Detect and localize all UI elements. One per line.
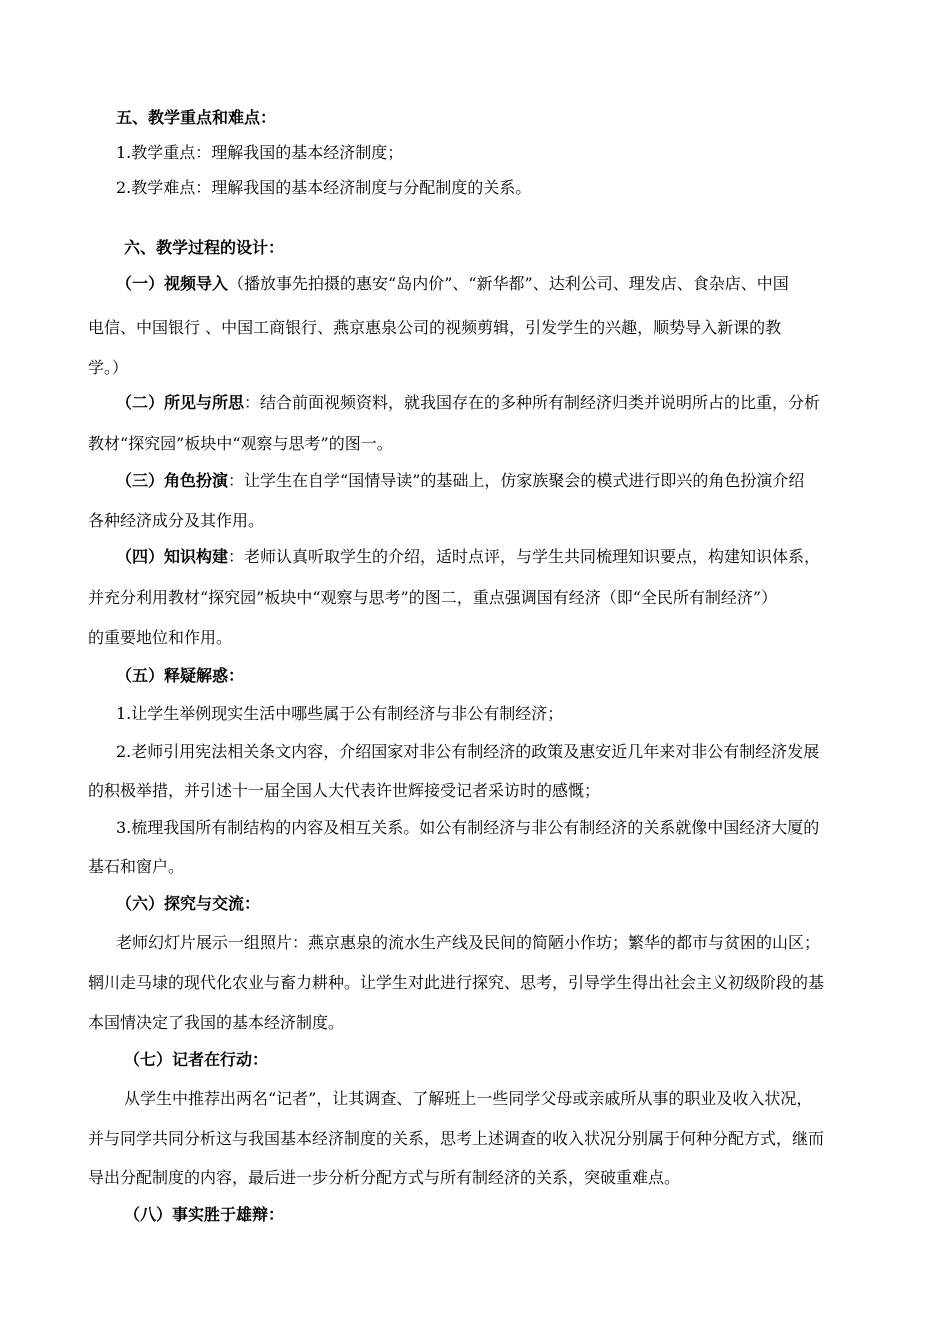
- step5-title: （五）释疑解惑：: [116, 666, 245, 685]
- step2-title: （二）所见与所思: [116, 393, 245, 412]
- step1-text: （播放事先拍摄的惠安“岛内价”、“新华都”、达利公司、理发店、食杂店、中国: [228, 274, 789, 293]
- step6-line2: 辋川走马埭的现代化农业与畜力耕种。让学生对此进行探究、思考，引导学生得出社会主义初级阶段的基: [88, 973, 825, 992]
- section6-heading: 六、教学过程的设计：: [124, 238, 285, 257]
- section5-item-1: 1.教学重点：理解我国的基本经济制度；: [116, 143, 404, 162]
- step2-line1: [116, 393, 896, 413]
- step1-line1: [116, 274, 896, 294]
- step4-title: （四）知识构建: [116, 547, 229, 566]
- step2-line2: 教材“探究园”板块中“观察与思考”的图一。: [88, 434, 393, 453]
- step8-title: （八）事实胜于雄辩：: [124, 1205, 285, 1224]
- step6-title: （六）探究与交流：: [116, 894, 261, 913]
- step5-item-2a: 2.老师引用宪法相关条文内容，介绍国家对非公有制经济的政策及惠安近几年来对非公有制经济发展: [116, 742, 820, 761]
- step6-line3: 本国情决定了我国的基本经济制度。: [88, 1013, 345, 1032]
- step4-line2: 并充分利用教材“探究园”板块中“观察与思考”的图二，重点强调国有经济（即“全民所有制经济”）: [88, 588, 778, 607]
- step4-line1: [116, 547, 896, 567]
- step5-item-1: 1.让学生举例现实生活中哪些属于公有制经济与非公有制经济；: [116, 704, 564, 723]
- step7-line3: 导出分配制度的内容，最后进一步分析分配方式与所有制经济的关系，突破重难点。: [88, 1168, 681, 1187]
- step3-text: ：让学生在自学“国情导读”的基础上，仿家族聚会的模式进行即兴的角色扮演介绍: [228, 471, 805, 490]
- step2-text: ：结合前面视频资料，就我国存在的多种所有制经济归类并说明所占的比重，分析: [244, 393, 821, 412]
- step7-line2: 并与同学共同分析这与我国基本经济制度的关系，思考上述调查的收入状况分别属于何种分配方式，继而: [88, 1129, 825, 1148]
- section5-item-2: 2.教学难点：理解我国的基本经济制度与分配制度的关系。: [116, 178, 532, 197]
- section5-heading: 五、教学重点和难点：: [116, 108, 277, 127]
- step5-item-3a: 3.梳理我国所有制结构的内容及相互关系。如公有制经济与非公有制经济的关系就像中国经济大厦的: [116, 818, 820, 837]
- step4-text: ：老师认真听取学生的介绍，适时点评，与学生共同梳理知识要点，构建知识体系，: [228, 547, 821, 566]
- step1-line3: 学。）: [88, 358, 129, 377]
- step4-line3: 的重要地位和作用。: [88, 628, 233, 647]
- step3-line2: 各种经济成分及其作用。: [88, 511, 265, 530]
- step6-line1: 老师幻灯片展示一组照片：燕京惠泉的流水生产线及民间的简陋小作坊；繁华的都市与贫困的山区；: [116, 933, 821, 952]
- step5-item-3b: 基石和窗户。: [88, 857, 185, 876]
- step7-line1: 从学生中推荐出两名“记者”，让其调查、了解班上一些同学父母或亲戚所从事的职业及收入状况，: [124, 1089, 813, 1108]
- step1-title: （一）视频导入: [116, 274, 229, 293]
- step7-title: （七）记者在行动：: [124, 1050, 269, 1069]
- step5-item-2b: 的积极举措，并引述十一届全国人大代表许世辉接受记者采访时的感慨；: [88, 781, 601, 800]
- step3-line1: [116, 471, 896, 491]
- step1-line2: 电信、中国银行 、中国工商银行、燕京惠泉公司的视频剪辑，引发学生的兴趣，顺势导入新课的教: [88, 318, 782, 337]
- step3-title: （三）角色扮演: [116, 471, 229, 490]
